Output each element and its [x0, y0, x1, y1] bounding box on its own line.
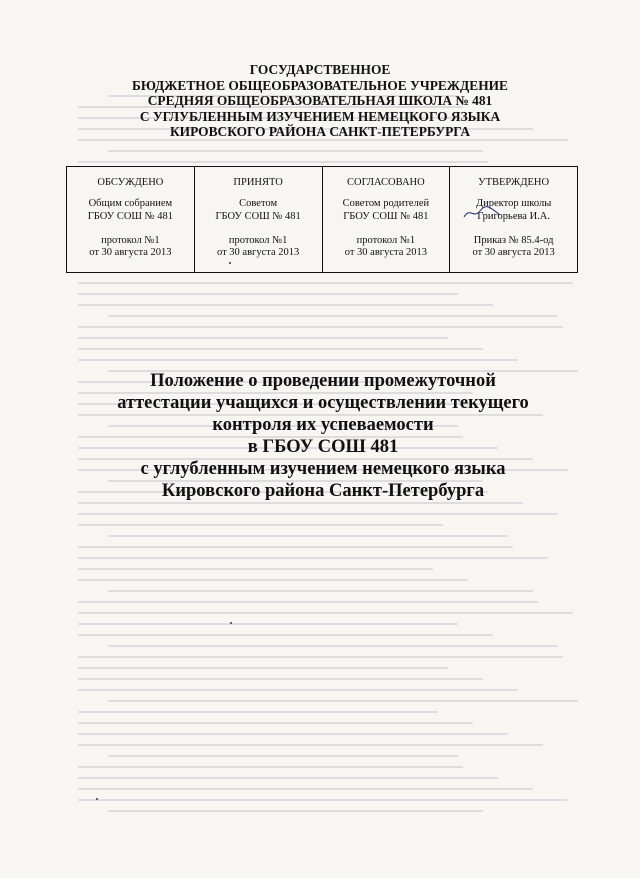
approval-protocol: протокол №1: [356, 234, 416, 246]
school-header: [60, 62, 580, 140]
approval-cell-discussed: [67, 167, 195, 272]
title-line: Положение о проведении промежуточной: [150, 371, 496, 391]
bleed-through-line: [78, 502, 523, 504]
bleed-through-line: [78, 733, 508, 735]
header-line: СРЕДНЯЯ ОБЩЕОБРАЗОВАТЕЛЬНАЯ ШКОЛА № 481: [147, 93, 493, 108]
bleed-through-line: [78, 689, 518, 691]
bleed-through-line: [78, 568, 433, 570]
bleed-through-line: [78, 304, 493, 306]
bleed-through-line: [108, 755, 458, 757]
bleed-through-line: [78, 744, 543, 746]
bleed-through-line: [78, 326, 563, 328]
bleed-through-line: [78, 601, 538, 603]
bleed-through-line: [78, 546, 513, 548]
signature-mark: [462, 205, 502, 221]
bleed-through-line: [78, 513, 558, 515]
bleed-through-line: [78, 656, 563, 658]
scan-speck: [96, 798, 98, 800]
bleed-through-line: [78, 293, 458, 295]
approval-date: от 30 августа 2013: [472, 247, 555, 259]
bleed-through-line: [78, 337, 448, 339]
approval-body: Общим собранием: [88, 198, 173, 210]
approval-cell-accepted: [195, 167, 323, 272]
approval-date: от 30 августа 2013: [89, 247, 172, 259]
approval-table: [66, 166, 578, 273]
approval-heading: УТВЕРЖДЕНО: [478, 177, 550, 188]
approval-heading: СОГЛАСОВАНО: [347, 177, 425, 188]
document-title: [88, 370, 558, 502]
bleed-through-line: [78, 766, 463, 768]
title-line: аттестации учащихся и осуществлении текущего: [117, 393, 529, 413]
approval-body: Советом родителей: [342, 198, 430, 210]
bleed-through-line: [78, 579, 468, 581]
bleed-through-line: [78, 711, 438, 713]
title-line: контроля их успеваемости: [212, 415, 434, 435]
approval-date: от 30 августа 2013: [344, 247, 428, 259]
scan-speck: [230, 622, 232, 624]
bleed-through-line: [78, 161, 488, 163]
header-line: КИРОВСКОГО РАЙОНА САНКТ-ПЕТЕРБУРГА: [169, 124, 471, 139]
bleed-through-line: [78, 788, 533, 790]
bleed-through-line: [108, 590, 533, 592]
approval-date: от 30 августа 2013: [216, 247, 300, 259]
bleed-through-line: [78, 524, 443, 526]
title-line: с углубленным изучением немецкого языка: [140, 459, 506, 479]
bleed-through-line: [108, 810, 483, 812]
bleed-through-line: [108, 700, 578, 702]
bleed-through-line: [78, 678, 483, 680]
approval-order: Приказ № 85.4-од: [473, 234, 554, 246]
approval-cell-agreed: [323, 167, 451, 272]
bleed-through-line: [78, 634, 493, 636]
bleed-through-line: [78, 777, 498, 779]
scan-speck: [229, 262, 231, 264]
bleed-through-line: [108, 645, 558, 647]
header-line: ГОСУДАРСТВЕННОЕ: [249, 62, 391, 77]
bleed-through-line: [108, 315, 558, 317]
signature-line: [450, 211, 577, 223]
approval-body: ГБОУ СОШ № 481: [215, 210, 301, 222]
approval-body: Директор школы: [475, 198, 552, 210]
bleed-through-line: [108, 150, 483, 152]
bleed-through-line: [108, 535, 508, 537]
approval-heading: ПРИНЯТО: [233, 177, 283, 188]
header-line: БЮДЖЕТНОЕ ОБЩЕОБРАЗОВАТЕЛЬНОЕ УЧРЕЖДЕНИЕ: [132, 77, 508, 93]
bleed-through-line: [78, 667, 448, 669]
header-line: С УГЛУБЛЕННЫМ ИЗУЧЕНИЕМ НЕМЕЦКОГО ЯЗЫКА: [139, 108, 501, 124]
approval-body: ГБОУ СОШ № 481: [87, 210, 174, 222]
bleed-through-line: [78, 348, 483, 350]
bleed-through-line: [78, 557, 548, 559]
approval-heading: ОБСУЖДЕНО: [97, 177, 164, 188]
approval-cell-approved: [450, 167, 577, 272]
bleed-through-line: [78, 722, 473, 724]
bleed-through-line: [78, 612, 573, 614]
approval-body: Григорьева И.А.: [477, 210, 551, 222]
bleed-through-line: [78, 623, 458, 625]
title-line: в ГБОУ СОШ 481: [247, 437, 399, 457]
approval-protocol: протокол №1: [101, 234, 160, 246]
title-line: Кировского района Санкт-Петербурга: [161, 481, 485, 501]
bleed-through-line: [78, 282, 573, 284]
bleed-through-line: [78, 359, 518, 361]
approval-body: Советом: [239, 198, 278, 210]
bleed-through-line: [78, 799, 568, 801]
approval-body: ГБОУ СОШ № 481: [343, 210, 429, 222]
approval-protocol: протокол №1: [228, 234, 288, 246]
